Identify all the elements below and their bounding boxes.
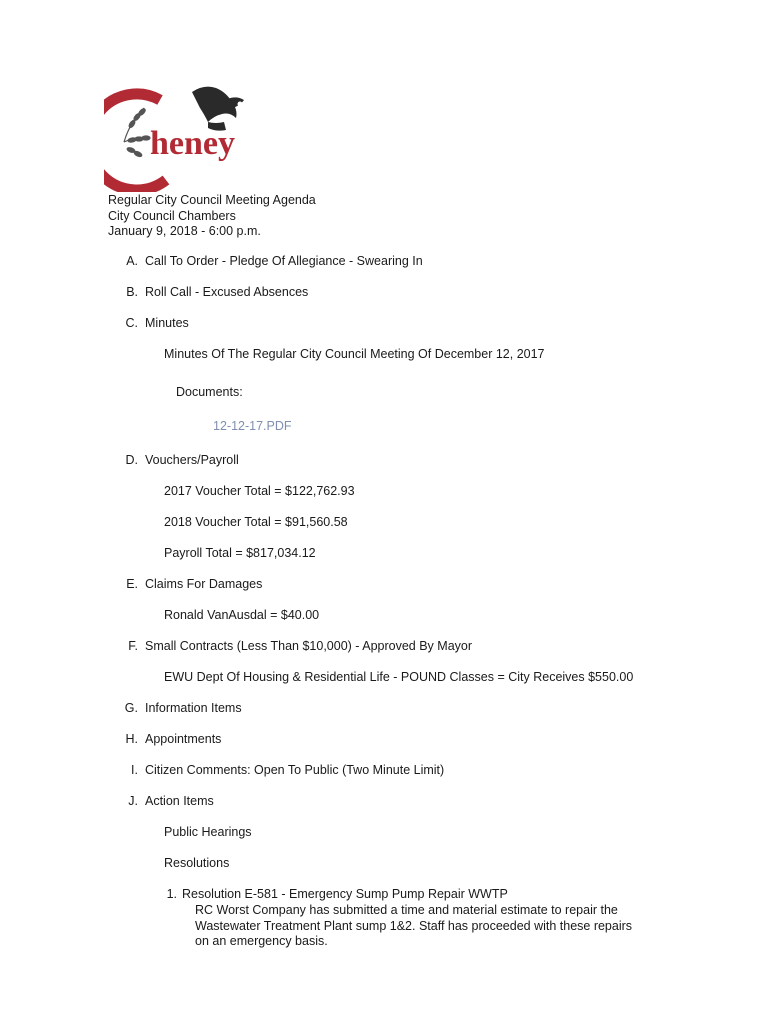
contract-item: EWU Dept Of Housing & Residential Life - POUND Classes = City Receives $550.00: [164, 670, 634, 684]
header-date: January 9, 2018 - 6:00 p.m.: [108, 224, 261, 238]
item-title: Citizen Comments: Open To Public (Two Minute Limit): [145, 763, 445, 777]
resolution-desc-line: RC Worst Company has submitted a time and material estimate to repair the: [195, 903, 618, 917]
item-letter: B.: [126, 285, 138, 299]
wheat-icon: [124, 108, 150, 158]
resolutions-heading: Resolutions: [164, 856, 230, 870]
item-title: Minutes: [145, 316, 189, 330]
item-letter: D.: [125, 453, 138, 467]
item-letter: H.: [125, 732, 138, 746]
public-hearings-heading: Public Hearings: [164, 825, 252, 839]
payroll-total: Payroll Total = $817,034.12: [164, 546, 316, 560]
resolution-title: Resolution E-581 - Emergency Sump Pump Repair WWTP: [182, 887, 508, 901]
resolution-desc-line: on an emergency basis.: [195, 934, 328, 948]
item-letter: E.: [126, 577, 138, 591]
documents-label: Documents:: [176, 385, 243, 399]
voucher-2017: 2017 Voucher Total = $122,762.93: [164, 484, 355, 498]
document-link-pdf[interactable]: 12-12-17.PDF: [213, 419, 292, 433]
item-title: Information Items: [145, 701, 242, 715]
item-letter: G.: [124, 701, 138, 715]
voucher-2018: 2018 Voucher Total = $91,560.58: [164, 515, 348, 529]
agenda-header: [108, 193, 316, 240]
logo-wordmark: heney: [150, 125, 235, 162]
resolution-description: [195, 903, 632, 950]
cheney-logo: [104, 82, 264, 192]
item-title: Roll Call - Excused Absences: [145, 285, 309, 299]
resolution-desc-line: Wastewater Treatment Plant sump 1&2. Staff has proceeded with these repairs: [195, 918, 633, 933]
header-location: City Council Chambers: [108, 208, 236, 223]
item-letter: C.: [125, 316, 138, 330]
item-title: Action Items: [145, 794, 214, 808]
item-letter: I.: [131, 763, 138, 777]
resolution-number: 1.: [166, 887, 177, 901]
header-title: Regular City Council Meeting Agenda: [108, 193, 316, 207]
item-letter: F.: [128, 639, 138, 653]
item-title: Appointments: [145, 732, 222, 746]
item-title: Vouchers/Payroll: [145, 453, 239, 467]
item-title: Small Contracts (Less Than $10,000) - Approved By Mayor: [145, 639, 473, 653]
item-title: Claims For Damages: [145, 577, 263, 591]
claim-item: Ronald VanAusdal = $40.00: [164, 608, 320, 622]
item-title: Call To Order - Pledge Of Allegiance - Swearing In: [145, 254, 423, 268]
item-letter: J.: [128, 794, 138, 808]
item-letter: A.: [126, 254, 138, 268]
minutes-item: Minutes Of The Regular City Council Meeting Of December 12, 2017: [164, 347, 545, 361]
